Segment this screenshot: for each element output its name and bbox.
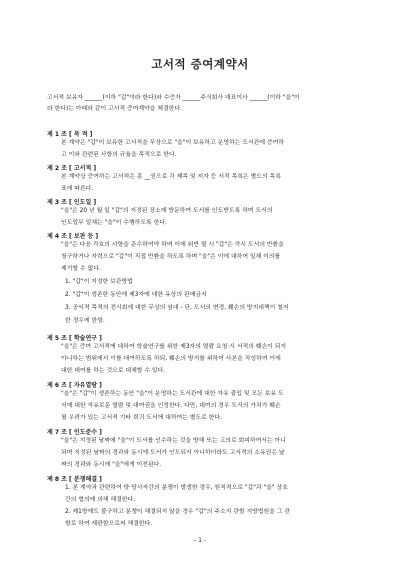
article-4-item: 한 경우에 한함. bbox=[65, 318, 105, 324]
article-3-text: 인도업무 일체는 "을"이 수행하도록 한다. bbox=[61, 220, 167, 226]
article-4-text: 제기할 수 없다. bbox=[61, 266, 101, 272]
article-4-item: 2. "갑"이 생존한 동안에 제3자에 대한 유상의 판매금지 bbox=[65, 292, 207, 298]
article-6-text: 서에 대한 자유로운 열람 및 대여권을 인정한다. 다만, 대여의 경우 도서의 가치가 훼손 bbox=[61, 403, 281, 409]
preamble-line: 고서적 보유자 ______(이하 "갑"이라 한다)와 수증자 ______주식회사 대표이사 ______(이하 "을"이 bbox=[47, 95, 300, 101]
article-8-item: 2. 제1항에도 불구하고 분쟁이 해결되지 않을 경우 "갑"의 주소지 관할 지방법원을 그 관 bbox=[65, 509, 291, 515]
article-8-heading: 제 8 조 [ 분쟁해결 ] bbox=[47, 476, 102, 483]
preamble-line: 라 한다)는 아래와 같이 고서적 증여계약을 체결한다. bbox=[47, 106, 182, 112]
article-4-item: 1. "갑"이 지정한 보관방법 bbox=[65, 279, 133, 285]
article-4-text: 청구하거나 자력으로 "갑"이 직접 반환을 하도록 하며 "을"은 이에 대하여 일체 이의를 bbox=[61, 254, 281, 260]
article-1-text: 고 이와 관련된 사항의 규율을 목적으로 한다. bbox=[61, 152, 177, 158]
article-6-text: "을"은 "갑"이 생존하는 동안 "을"이 운영하는 도서관에 대한 자유 출입 및 모든 보유 도 bbox=[61, 391, 284, 397]
article-7-text: 되며 지정된 날짜의 경과와 동시에 도서가 인도되지 아니하더라도 고서적의 소유권은 날 bbox=[61, 450, 285, 456]
document-title: 고서적 증여계약서 bbox=[151, 57, 249, 71]
article-8-item: 할로 하여 재판함으로써 해결한다. bbox=[65, 521, 153, 527]
article-8-item: 1. 본 계약과 관련하여 양 당사자간의 분쟁이 발생한 경우, 원칙적으로 "갑"과 "을" 상호 bbox=[65, 485, 288, 491]
article-2-text: 표에 따른다. bbox=[61, 186, 94, 192]
article-5-text: "을"은 증여 고서적에 대하여 학술연구를 위한 제3자의 열람 요청 시 서적의 훼손이 되지 bbox=[61, 344, 287, 350]
article-7-text: 짜의 경과와 동시에 "을"에게 이전된다. bbox=[61, 462, 162, 468]
article-1-text: 본 계약은 "갑"이 보유한 고서적을 무상으로 "을"이 보유하고 운영하는 도서관에 증여하 bbox=[61, 140, 285, 146]
article-5-text: 대한 대여를 하는 것으로 대체할 수 있다. bbox=[61, 368, 166, 374]
article-5-heading: 제 5 조 [ 학술연구 ] bbox=[47, 335, 102, 342]
page-number: - 1 - bbox=[194, 537, 206, 544]
article-2-text: 본 계약상 증여하는 고서적은 총 __권으로 각 제목 및 저자 등 서적 목록은 별도의 목록 bbox=[61, 174, 281, 180]
article-4-text: "을"은 다음 각호의 사항을 준수하여야 하며 이에 위반 될 시 "갑"은 즉시 도서의 반환을 bbox=[61, 242, 284, 248]
article-1-heading: 제 1 조 [ 목 적 ] bbox=[47, 131, 93, 138]
article-3-text: "을"은 20 년 월 일 "갑"의 지정된 장소에 방문하여 도서를 인도받도록 하며 도서의 bbox=[61, 208, 273, 214]
article-6-heading: 제 6 조 [ 자유열람 ] bbox=[47, 382, 102, 389]
article-7-heading: 제 7 조 [ 인도준수 ] bbox=[47, 429, 102, 436]
article-3-heading: 제 3 조 [ 인도일 ] bbox=[47, 199, 97, 206]
article-7-text: "을"은 지정된 날짜에 "을"이 도서를 인수하는 것을 방해 또는 고의로 회피하여서는 아니 bbox=[61, 438, 286, 444]
article-4-heading: 제 4 조 [ 보관 등 ] bbox=[47, 233, 99, 240]
article-2-heading: 제 2 조 [ 고서적 ] bbox=[47, 165, 97, 172]
article-5-text: 아니하는 범위에서 이를 대여하도록 하되, 훼손의 방지를 위하여 사본을 작성하여 이에 bbox=[61, 356, 281, 362]
article-4-item: 3. 공익적 목적의 전시회에 대한 무상의 임대 - 단, 도서의 변경, 훼손의 방지대책이 철저 bbox=[65, 305, 289, 311]
article-6-text: 될 우려가 있는 고서적 기타 희귀 도서에 대하여는 별도로 한다. bbox=[61, 415, 222, 421]
article-8-item: 간의 협의에 의해 해결한다. bbox=[65, 497, 136, 503]
